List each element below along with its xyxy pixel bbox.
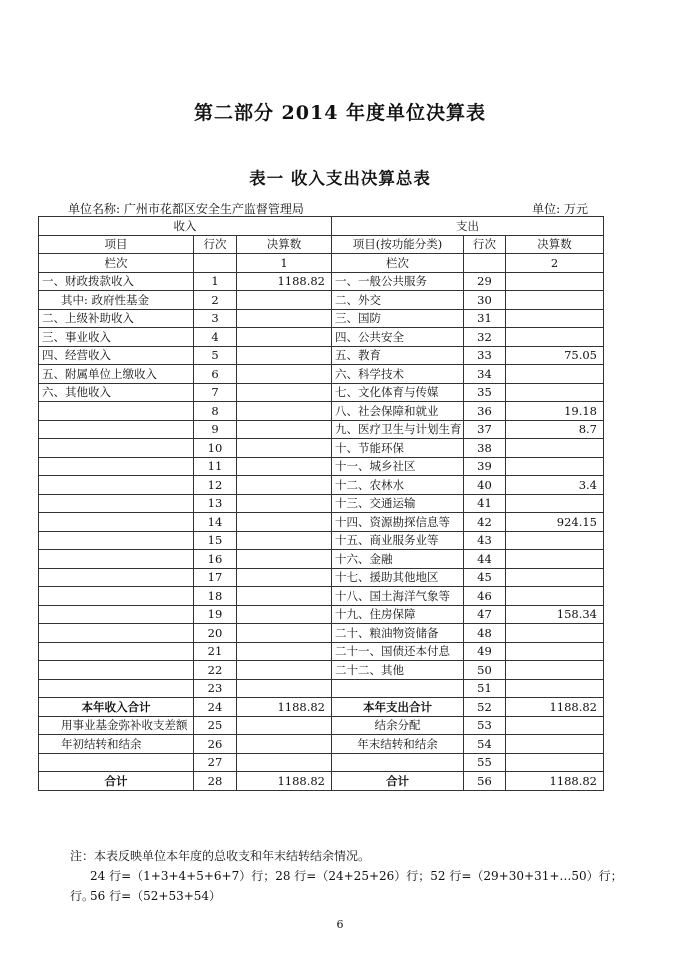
income-item: 一、财政拨款收入 xyxy=(39,272,194,291)
expense-item: 合计 xyxy=(332,772,464,791)
expense-item: 十九、住房保障 xyxy=(332,605,464,624)
income-row-no: 5 xyxy=(194,346,237,365)
income-row-no: 4 xyxy=(194,328,237,347)
expense-amount xyxy=(506,494,604,513)
expense-item: 二十二、其他 xyxy=(332,661,464,680)
income-row-no: 2 xyxy=(194,291,237,310)
expense-row-no: 38 xyxy=(464,439,506,458)
income-item xyxy=(39,531,194,550)
income-item xyxy=(39,568,194,587)
income-item: 年初结转和结余 xyxy=(39,735,194,754)
table-row xyxy=(39,328,604,347)
expense-amount xyxy=(506,679,604,698)
income-amount xyxy=(237,346,332,365)
table-title: 表一 收入支出决算总表 xyxy=(249,169,431,188)
expense-item: 十二、农林水 xyxy=(332,476,464,495)
income-row-no: 22 xyxy=(194,661,237,680)
income-item: 四、经营收入 xyxy=(39,346,194,365)
item-func-header: 项目(按功能分类) xyxy=(332,235,464,254)
expense-item: 十八、国土海洋气象等 xyxy=(332,587,464,606)
income-row-no: 12 xyxy=(194,476,237,495)
income-row-no: 17 xyxy=(194,568,237,587)
expense-amount: 75.05 xyxy=(506,346,604,365)
expense-row-no: 41 xyxy=(464,494,506,513)
table-row xyxy=(39,513,604,532)
unit-name: 单位名称: 广州市花都区安全生产监督管理局 xyxy=(68,202,304,216)
column-label: 栏次 xyxy=(39,254,194,273)
income-amount xyxy=(237,494,332,513)
expense-row-no: 50 xyxy=(464,661,506,680)
expense-row-no: 45 xyxy=(464,568,506,587)
income-item: 三、事业收入 xyxy=(39,328,194,347)
expense-row-no: 35 xyxy=(464,383,506,402)
income-row-no: 16 xyxy=(194,550,237,569)
income-amount: 1188.82 xyxy=(237,272,332,291)
expense-item: 本年支出合计 xyxy=(332,698,464,717)
income-amount xyxy=(237,309,332,328)
expense-amount xyxy=(506,624,604,643)
column-index: 2 xyxy=(506,254,604,273)
expense-item xyxy=(332,679,464,698)
expense-amount xyxy=(506,383,604,402)
income-amount xyxy=(237,587,332,606)
income-row-no: 21 xyxy=(194,642,237,661)
table-row xyxy=(39,383,604,402)
income-amount: 1188.82 xyxy=(237,698,332,717)
expense-amount: 924.15 xyxy=(506,513,604,532)
expense-item: 十四、资源勘探信息等 xyxy=(332,513,464,532)
item-header: 项目 xyxy=(39,235,194,254)
table-row xyxy=(39,457,604,476)
income-row-no: 15 xyxy=(194,531,237,550)
expense-item: 结余分配 xyxy=(332,716,464,735)
income-amount xyxy=(237,383,332,402)
income-amount xyxy=(237,642,332,661)
table-row xyxy=(39,679,604,698)
table-row xyxy=(39,291,604,310)
table-row xyxy=(39,420,604,439)
income-item xyxy=(39,420,194,439)
table-row xyxy=(39,365,604,384)
income-row-no: 8 xyxy=(194,402,237,421)
column-blank xyxy=(464,254,506,273)
income-row-no: 25 xyxy=(194,716,237,735)
income-amount xyxy=(237,661,332,680)
column-header-row xyxy=(39,235,604,254)
income-amount xyxy=(237,531,332,550)
income-row-no: 28 xyxy=(194,772,237,791)
income-row-no: 24 xyxy=(194,698,237,717)
income-item: 二、上级补助收入 xyxy=(39,309,194,328)
expense-item: 十六、金融 xyxy=(332,550,464,569)
column-index-row xyxy=(39,254,604,273)
expense-item: 五、教育 xyxy=(332,346,464,365)
expense-amount: 1188.82 xyxy=(506,772,604,791)
column-blank xyxy=(194,254,237,273)
table-row xyxy=(39,346,604,365)
income-amount xyxy=(237,439,332,458)
expense-item: 十五、商业服务业等 xyxy=(332,531,464,550)
expense-row-no: 51 xyxy=(464,679,506,698)
column-label: 栏次 xyxy=(332,254,464,273)
carry-row xyxy=(39,735,604,754)
expense-row-no: 33 xyxy=(464,346,506,365)
income-item xyxy=(39,439,194,458)
income-amount xyxy=(237,716,332,735)
income-item xyxy=(39,661,194,680)
income-amount xyxy=(237,753,332,772)
expense-amount xyxy=(506,272,604,291)
expense-item: 八、社会保障和就业 xyxy=(332,402,464,421)
column-index: 1 xyxy=(237,254,332,273)
expense-row-no: 44 xyxy=(464,550,506,569)
expense-amount xyxy=(506,642,604,661)
expense-item: 三、国防 xyxy=(332,309,464,328)
income-row-no: 13 xyxy=(194,494,237,513)
expense-item: 四、公共安全 xyxy=(332,328,464,347)
expense-amount xyxy=(506,531,604,550)
income-row-no: 7 xyxy=(194,383,237,402)
expense-row-no: 52 xyxy=(464,698,506,717)
expense-item: 年末结转和结余 xyxy=(332,735,464,754)
table-row xyxy=(39,587,604,606)
expense-row-no: 32 xyxy=(464,328,506,347)
income-amount xyxy=(237,420,332,439)
note-line-3: 行。 xyxy=(70,889,95,903)
expense-header: 支出 xyxy=(332,217,604,236)
expense-item: 九、医疗卫生与计划生育 xyxy=(332,420,464,439)
income-row-no: 6 xyxy=(194,365,237,384)
expense-amount xyxy=(506,735,604,754)
expense-amount: 158.34 xyxy=(506,605,604,624)
expense-amount: 8.7 xyxy=(506,420,604,439)
income-item xyxy=(39,494,194,513)
expense-row-no: 55 xyxy=(464,753,506,772)
expense-row-no: 43 xyxy=(464,531,506,550)
expense-item: 十一、城乡社区 xyxy=(332,457,464,476)
income-item xyxy=(39,605,194,624)
unit-row xyxy=(68,200,588,217)
expense-item: 二十一、国债还本付息 xyxy=(332,642,464,661)
income-amount xyxy=(237,328,332,347)
income-item xyxy=(39,513,194,532)
income-item: 本年收入合计 xyxy=(39,698,194,717)
expense-row-no: 37 xyxy=(464,420,506,439)
grand-total-row xyxy=(39,772,604,791)
income-amount xyxy=(237,476,332,495)
expense-amount xyxy=(506,457,604,476)
table-row xyxy=(39,531,604,550)
expense-amount xyxy=(506,568,604,587)
income-row-no: 14 xyxy=(194,513,237,532)
fund-row xyxy=(39,716,604,735)
part-title: 第二部分 2014 年度单位决算表 xyxy=(193,102,487,124)
income-amount xyxy=(237,402,332,421)
expense-row-no: 31 xyxy=(464,309,506,328)
note-line-2: 24 行=（1+3+4+5+6+7）行；28 行=（24+25+26）行；52 行=（29+30+31+…50）行；56 行=（52+53+54） xyxy=(90,869,623,903)
table-row xyxy=(39,439,604,458)
expense-item: 二十、粮油物资储备 xyxy=(332,624,464,643)
income-item: 用事业基金弥补收支差额 xyxy=(39,716,194,735)
expense-amount xyxy=(506,753,604,772)
income-item xyxy=(39,587,194,606)
expense-row-no: 46 xyxy=(464,587,506,606)
table-row xyxy=(39,753,604,772)
expense-amount: 3.4 xyxy=(506,476,604,495)
expense-amount xyxy=(506,716,604,735)
income-item xyxy=(39,642,194,661)
table-row xyxy=(39,568,604,587)
expense-item: 一、一般公共服务 xyxy=(332,272,464,291)
expense-row-no: 54 xyxy=(464,735,506,754)
income-item: 其中: 政府性基金 xyxy=(39,291,194,310)
income-row-no: 10 xyxy=(194,439,237,458)
income-row-no: 1 xyxy=(194,272,237,291)
table-row xyxy=(39,309,604,328)
income-amount: 1188.82 xyxy=(237,772,332,791)
expense-item: 十七、援助其他地区 xyxy=(332,568,464,587)
row-header: 行次 xyxy=(464,235,506,254)
expense-amount xyxy=(506,587,604,606)
table-row xyxy=(39,642,604,661)
table-row xyxy=(39,494,604,513)
income-item xyxy=(39,402,194,421)
income-amount xyxy=(237,365,332,384)
expense-row-no: 40 xyxy=(464,476,506,495)
total-year-row xyxy=(39,698,604,717)
table-row xyxy=(39,476,604,495)
expense-item: 七、文化体育与传媒 xyxy=(332,383,464,402)
amount-header: 决算数 xyxy=(506,235,604,254)
row-header: 行次 xyxy=(194,235,237,254)
income-row-no: 18 xyxy=(194,587,237,606)
expense-item: 六、科学技术 xyxy=(332,365,464,384)
unit-label: 单位: 万元 xyxy=(532,202,588,216)
income-row-no: 20 xyxy=(194,624,237,643)
income-item: 六、其他收入 xyxy=(39,383,194,402)
expense-item: 十、节能环保 xyxy=(332,439,464,458)
page-number: 6 xyxy=(336,918,344,931)
income-amount xyxy=(237,550,332,569)
income-header: 收入 xyxy=(39,217,332,236)
income-amount xyxy=(237,624,332,643)
income-row-no: 26 xyxy=(194,735,237,754)
expense-amount xyxy=(506,328,604,347)
income-row-no: 11 xyxy=(194,457,237,476)
amount-header: 决算数 xyxy=(237,235,332,254)
expense-item: 十三、交通运输 xyxy=(332,494,464,513)
income-item: 合计 xyxy=(39,772,194,791)
income-amount xyxy=(237,679,332,698)
income-amount xyxy=(237,291,332,310)
expense-row-no: 48 xyxy=(464,624,506,643)
table-row xyxy=(39,272,604,291)
note-line-1: 注：本表反映单位本年度的总收支和年末结转结余情况。 xyxy=(70,849,371,863)
expense-row-no: 39 xyxy=(464,457,506,476)
expense-row-no: 53 xyxy=(464,716,506,735)
income-item xyxy=(39,457,194,476)
expense-amount xyxy=(506,365,604,384)
table-row xyxy=(39,605,604,624)
expense-amount: 1188.82 xyxy=(506,698,604,717)
expense-amount xyxy=(506,550,604,569)
expense-item xyxy=(332,753,464,772)
budget-table xyxy=(38,216,604,791)
expense-amount xyxy=(506,661,604,680)
table-row xyxy=(39,624,604,643)
expense-row-no: 47 xyxy=(464,605,506,624)
table-row xyxy=(39,661,604,680)
income-item: 五、附属单位上缴收入 xyxy=(39,365,194,384)
expense-row-no: 56 xyxy=(464,772,506,791)
income-row-no: 19 xyxy=(194,605,237,624)
income-row-no: 27 xyxy=(194,753,237,772)
table-row xyxy=(39,402,604,421)
expense-item: 二、外交 xyxy=(332,291,464,310)
income-amount xyxy=(237,457,332,476)
income-row-no: 9 xyxy=(194,420,237,439)
expense-row-no: 29 xyxy=(464,272,506,291)
income-item xyxy=(39,476,194,495)
income-amount xyxy=(237,735,332,754)
income-item xyxy=(39,624,194,643)
expense-amount xyxy=(506,439,604,458)
income-row-no: 3 xyxy=(194,309,237,328)
section-header-row xyxy=(39,217,604,236)
expense-amount xyxy=(506,291,604,310)
table-row xyxy=(39,550,604,569)
income-item xyxy=(39,753,194,772)
income-amount xyxy=(237,513,332,532)
income-row-no: 23 xyxy=(194,679,237,698)
expense-row-no: 42 xyxy=(464,513,506,532)
income-amount xyxy=(237,568,332,587)
income-amount xyxy=(237,605,332,624)
expense-row-no: 49 xyxy=(464,642,506,661)
income-item xyxy=(39,550,194,569)
income-item xyxy=(39,679,194,698)
expense-row-no: 30 xyxy=(464,291,506,310)
expense-row-no: 36 xyxy=(464,402,506,421)
expense-amount xyxy=(506,309,604,328)
expense-amount: 19.18 xyxy=(506,402,604,421)
expense-row-no: 34 xyxy=(464,365,506,384)
